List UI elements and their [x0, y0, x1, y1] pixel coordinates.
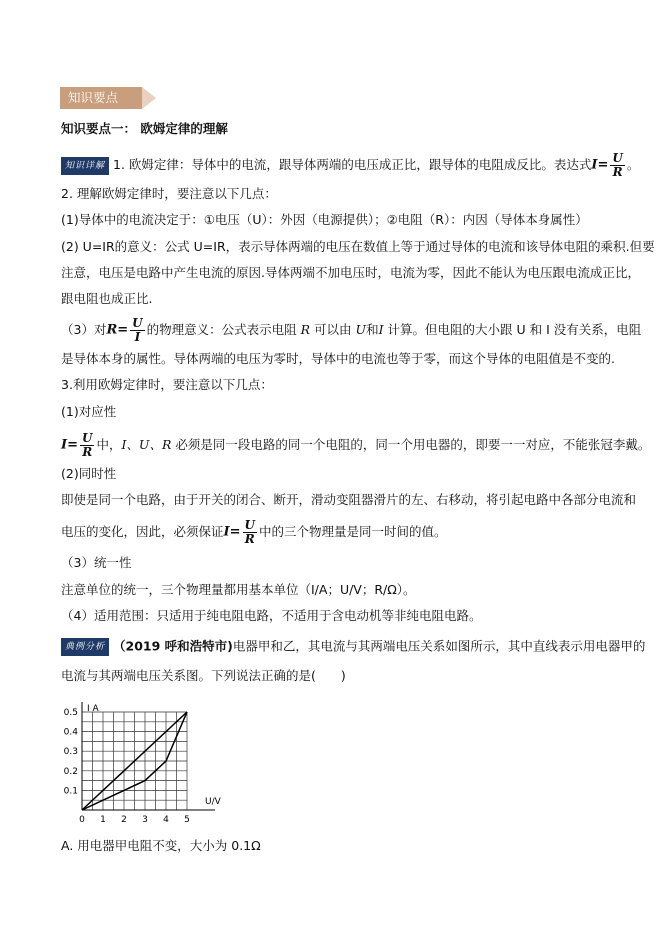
paragraph-2: 2. 理解欧姆定律时，要注意以下几点： — [61, 186, 277, 201]
axes — [82, 702, 215, 810]
section-heading: 知识要点一： 欧姆定律的理解 — [61, 121, 228, 136]
x-tick-label: 3 — [142, 815, 148, 825]
x-tick-label: 4 — [163, 815, 169, 825]
paragraph-13: 即使是同一个电路，由于开关的闭合、断开，滑动变阻器滑片的左、右移动，将引起电路中各部分电流和 — [61, 492, 637, 507]
paragraph-4: (2) U=IR的意义：公式 U=IR，表示导体两端的电压在数值上等于通过导体的电流和该导体电阻的乘积.但要 — [61, 239, 655, 254]
section-banner — [60, 87, 158, 109]
paragraph-5: 注意，电压是电路中产生电流的原因.导体两端不加电压时，电流为零，因此不能认为电压跟电流成正比， — [61, 265, 640, 280]
y-tick-label: 0.1 — [63, 786, 78, 797]
x-tick-label: 1 — [100, 815, 106, 825]
option-a[interactable]: A. 用电器甲电阻不变，大小为 0.1Ω — [61, 838, 261, 853]
paragraph-8: 是导体本身的属性。导体两端的电压为零时，导体中的电流也等于零，而这个导体的电阻值是不变的. — [61, 351, 615, 366]
paragraph-17: （4）适用范围：只适用于纯电阻电路，不适用于含电动机等非纯电阻电路。 — [61, 608, 482, 623]
paragraph-12: (2)同时性 — [61, 466, 117, 481]
y-tick-label: 0.5 — [63, 708, 78, 718]
paragraph-3: (1)导体中的电流决定于：①电压（U）：外因（电源提供）；②电阻（R）：内因（导体本身属性） — [61, 212, 588, 227]
y-tick-label: 0.4 — [63, 727, 78, 738]
formula-fraction: $\frac{U}{R}$ — [244, 518, 255, 546]
x-tick-label: 0 — [79, 815, 85, 825]
y-axis-label: I A — [87, 704, 99, 714]
paragraph-14: 电压的变化，因此，必须保证I= $\frac{U}{R}$ 中的三个物理量是同一时间的值。 — [61, 518, 447, 546]
formula-fraction: $\frac{U}{R}$ — [612, 151, 623, 179]
x-axis-label: U/V — [205, 797, 221, 807]
paragraph-9: 3.利用欧姆定律时，要注意以下几点： — [61, 377, 273, 392]
x-tick-label: 2 — [121, 815, 127, 825]
formula-fraction: $\frac{U}{I}$ — [132, 316, 143, 344]
y-tick-label: 0.3 — [63, 747, 78, 758]
paragraph-11: I= $\frac{U}{R}$ 中，I、U、R 必须是同一段电路的同一个电阻的，同一个用电器的，即要一一对应，不能张冠李戴。 — [61, 431, 651, 459]
example-tag: 典例分析 — [61, 638, 109, 656]
y-tick-label: 0.2 — [63, 766, 78, 777]
current-voltage-chart — [56, 698, 226, 826]
x-tick-label: 5 — [184, 815, 190, 825]
paragraph-ohms-law: 知识详解 1. 欧姆定律：导体中的电流，跟导体两端的电压成正比，跟导体的电阻成反比。表达式I= $\frac{U}{R}$ 。 — [61, 152, 639, 179]
formula-fraction: $\frac{U}{R}$ — [82, 431, 93, 459]
detail-tag: 知识详解 — [61, 157, 109, 175]
paragraph-16: 注意单位的统一，三个物理量都用基本单位（I/A；U/V；R/Ω）。 — [61, 582, 416, 597]
example-question-line2: 电流与其两端电压关系图。下列说法正确的是( ) — [61, 668, 346, 683]
paragraph-6: 跟电阻也成正比. — [61, 291, 153, 306]
banner-title: 知识要点 — [68, 90, 119, 105]
paragraph-7: （3）对R= $\frac{U}{I}$ 的物理意义：公式表示电阻 R 可以由 U和I 计算。但电阻的大小跟 U 和 I 没有关系，电阻 — [61, 316, 642, 344]
paragraph-15: （3）统一性 — [61, 555, 132, 570]
paragraph-10: (1)对应性 — [61, 404, 117, 419]
example-question: 典例分析 （2019 呼和浩特市)电器甲和乙，其电流与其两端电压关系如图所示，其中直线表示用电器甲的 — [61, 638, 645, 656]
